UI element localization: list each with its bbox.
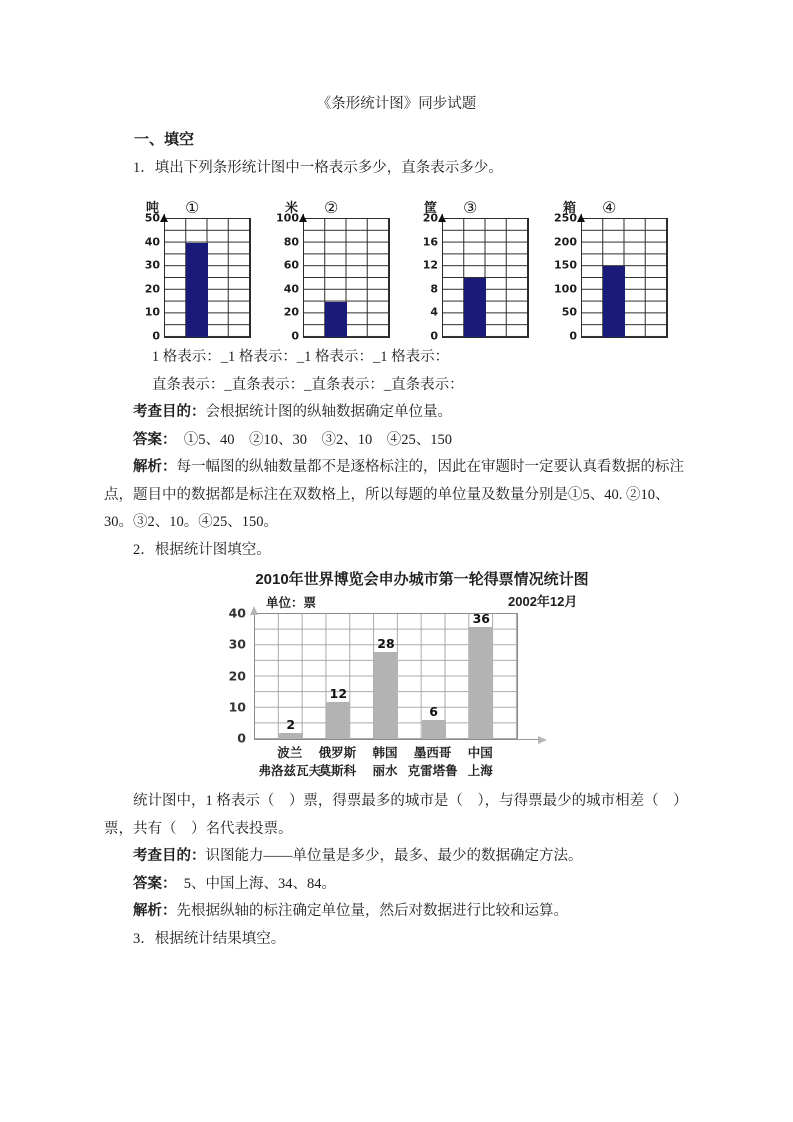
analysis-2-text: 先根据纵轴的标注确定单位量，然后对数据进行比较和运算。 [176,903,568,919]
question-2-fill-text: 统计图中，1 格表示（ ）票，得票最多的城市是（ ），与得票最少的城市相差（ ）票，共有（ ）名代表投票。 [104,793,688,837]
y-tick-label: 12 [422,258,438,272]
bar [374,652,398,740]
category-label-line: 俄罗斯 [318,746,357,760]
chart-number-label: ③ [463,198,478,217]
mini-chart-body [551,211,670,343]
y-tick-label: 60 [283,258,299,272]
section-heading: 一、填空 [134,132,195,148]
bar [469,627,493,740]
expo-vote-chart [212,568,632,780]
chart-unit-label: 吨 [146,200,160,215]
y-axis-arrow-icon [299,210,307,222]
y-tick-label: 10 [144,305,160,319]
y-tick-label: 0 [291,329,299,343]
chart-number-label: ① [185,198,200,217]
bar-value-label: 12 [329,685,348,701]
y-tick-label: 4 [430,305,438,319]
question-3-text: 3．根据统计结果填空。 [133,930,286,947]
y-tick-label: 100 [276,211,299,225]
y-tick-label: 40 [144,235,160,249]
y-tick-label: 20 [144,282,160,296]
analysis-1-text: 每一幅图的纵轴数量都不是逐格标注的，因此在审题时一定要认真看数据的标注点，题目中的数据都是标注在双数格上，所以每题的单位量及数量分别是①5、40. ②10、30。③2、10。④25、150。 [104,459,684,530]
chart-grid [164,218,251,338]
category-label-line: 弗洛兹瓦夫 [258,764,321,778]
y-tick-label: 250 [554,211,577,225]
bar [464,278,485,337]
analysis-2-label: 解析： [133,903,177,919]
answer-1-label: 答案： [133,431,170,448]
bar-value-label: 2 [286,716,296,732]
y-tick-label: 20 [228,668,246,683]
category-label [319,743,357,779]
bar [186,243,207,337]
category-label-line: 中国 [467,746,493,760]
chart-number-label: ④ [602,198,617,217]
mini-bar-chart [551,190,670,343]
bar [325,302,346,337]
y-tick-label: 20 [283,305,299,319]
y-tick-label: 40 [283,282,299,296]
purpose-2-text: 识图能力——单位量是多少，最多、最少的数据确定方法。 [205,848,583,864]
y-axis-labels [273,211,303,343]
y-axis-labels [412,211,442,343]
fill-blank-line-2: 直条表示：_直条表示：_直条表示：_直条表示： [151,376,464,393]
category-label [258,743,321,779]
y-axis-arrow-icon [438,210,446,222]
category-label-line: 韩国 [372,746,398,760]
y-tick-label: 100 [554,282,577,296]
answer-2-label: 答案： [133,875,170,892]
purpose-2-label: 考查目的： [133,848,206,864]
chart-grid [581,218,668,338]
category-label [468,743,493,779]
y-tick-label: 150 [554,258,577,272]
purpose-1 [104,399,689,427]
bar [279,733,303,739]
y-tick-label: 30 [228,636,246,652]
question-2-text: 2．根据统计图填空。 [133,541,271,558]
page-title: 《条形统计图》同步试题 [316,96,477,112]
y-tick-label: 16 [422,235,438,249]
y-tick-label: 0 [152,329,160,343]
chart-unit-label: 米 [285,200,299,215]
y-tick-label: 0 [569,329,577,343]
y-tick-label: 0 [237,730,246,746]
purpose-2 [104,843,689,871]
y-tick-label: 50 [561,305,577,319]
chart-plot-area [212,605,632,746]
answer-2 [104,871,689,899]
answer-1 [104,427,689,455]
category-label-line: 莫斯科 [318,764,357,778]
bar-value-label: 6 [429,704,438,720]
y-axis-labels [134,211,164,343]
mini-bar-chart [412,190,531,343]
y-tick-label: 200 [554,235,577,249]
y-axis-arrow-icon [577,210,585,222]
chart-unit-label: 箱 [563,200,577,215]
fill-blank-line-1: 1 格表示：_1 格表示：_1 格表示：_1 格表示： [151,349,450,365]
category-label [372,743,397,779]
x-axis-labels [254,740,516,780]
mini-chart-body [273,211,392,343]
y-axis-labels [551,211,581,343]
mini-chart-body [412,211,531,343]
chart-grid [303,218,390,338]
chart-grid [442,218,529,338]
mini-chart-body [134,211,253,343]
y-tick-label: 0 [430,329,438,343]
chart-number-label: ② [324,198,339,217]
category-label-line: 克雷塔鲁 [407,764,458,778]
purpose-1-label: 考查目的： [133,404,206,420]
bar-value-label: 36 [472,610,490,626]
analysis-2 [104,898,689,926]
category-label-line: 丽水 [372,764,398,778]
analysis-1-label: 解析： [133,459,177,475]
y-axis-labels [212,605,254,746]
purpose-1-text: 会根据统计图的纵轴数据确定单位量。 [205,404,452,420]
mini-bar-chart [134,190,253,343]
chart-unit-label: 筐 [424,200,438,215]
category-label-line: 波兰 [277,746,303,760]
y-tick-label: 20 [422,211,438,225]
category-label-line: 墨西哥 [413,746,452,760]
y-tick-label: 50 [144,211,160,225]
bar [326,702,350,740]
mini-charts-row [134,190,689,343]
bar [422,720,446,739]
chart-subheader [212,589,632,613]
x-axis-arrow-icon [538,736,551,744]
analysis-1 [104,454,689,537]
mini-bar-chart [273,190,392,343]
category-label-line: 上海 [467,764,493,778]
y-tick-label: 40 [228,605,246,621]
y-tick-label: 10 [228,699,246,715]
bar-value-label: 28 [377,635,395,651]
y-tick-label: 80 [283,235,299,249]
chart-date-label: 2002年12月 [508,594,578,609]
chart-grid [254,610,518,740]
chart-title: 2010年世界博览会申办城市第一轮得票情况统计图 [255,571,589,588]
y-tick-label: 8 [430,282,438,296]
chart-unit-label: 单位：票 [266,596,317,610]
answer-1-text: ①5、40 ②10、30 ③2、10 ④25、150 [183,431,452,448]
bar [603,266,624,337]
y-axis-arrow-icon [250,602,258,615]
answer-2-text: 5、中国上海、34、84。 [183,875,336,892]
y-axis-arrow-icon [160,210,168,222]
category-label [408,743,458,779]
question-1-text: 1．填出下列条形统计图中一格表示多少，直条表示多少。 [133,159,503,176]
y-tick-label: 30 [144,258,160,272]
